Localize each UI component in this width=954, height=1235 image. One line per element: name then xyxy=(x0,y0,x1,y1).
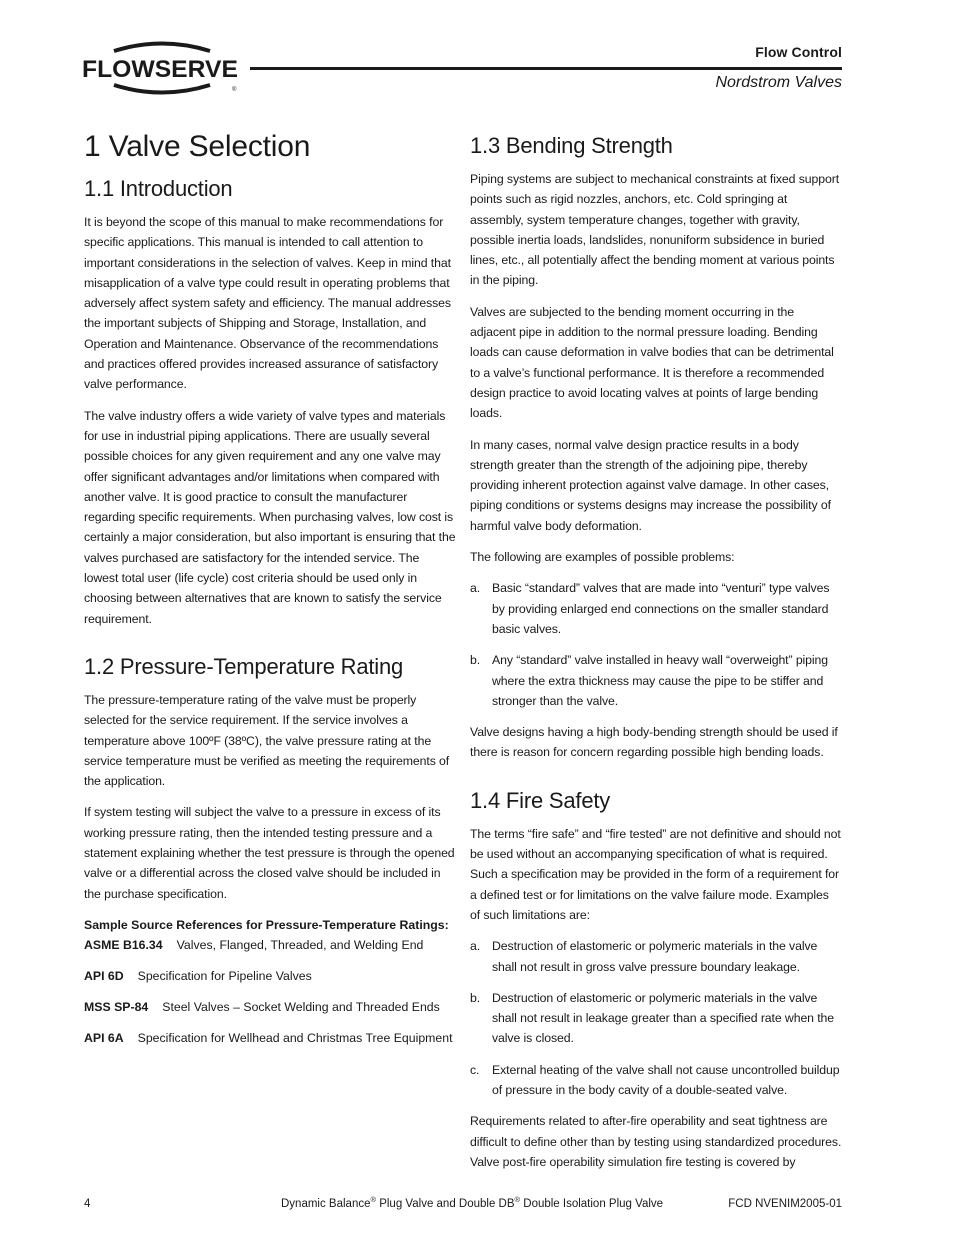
logo-wordmark: FLOWSERVE xyxy=(82,56,238,83)
paragraph: Requirements related to after-fire operability and seat tightness are difficult to define other than by testing using standardized procedures. Valve post-fire operability simulation fire testing is covered by xyxy=(470,1114,842,1169)
flowserve-logo xyxy=(82,40,242,100)
paragraph: It is beyond the scope of this manual to make recommendations for specific applications. This manual is intended to call attention to important considerations in the selection of valves. Keep in mind that misapplication of a valve type could result in operating problems that adversely affect system safety and efficiency. The manual addresses the important subjects of Shipping and Storage, Installation, and Operation and Maintenance. Observance of the recommendations and practices offered provides increased assurance of satisfactory valve performance. xyxy=(84,215,451,392)
section-1-2-title: 1.2 Pressure-Temperature Rating xyxy=(84,653,404,679)
paragraph: The valve industry offers a wide variety of valve types and materials for use in industrial piping applications. There are usually several possible choices for any given requirement and any one valve may offer significant advantages and/or limitations when compared with another valve. It is good practice to consult the manufacturer regarding specific requirements. When purchasing valves, low cost is certainly a major consideration, but also important is ensuring that the valves purchased are satisfactory for the intended service. The lowest total user (life cycle) cost criteria should be used only in choosing between alternatives that are known to satisfy the service requirement. xyxy=(84,408,456,626)
section-1-4-title: 1.4 Fire Safety xyxy=(470,787,611,813)
paragraph: If system testing will subject the valve to a pressure in excess of its working pressure rating, then the intended testing pressure and a statement explaining whether the test pressure is through the opened valve or a differential across the closed valve should be included in the purchase specification. xyxy=(84,805,455,901)
footer-title: Dynamic Balance® Plug Valve and Double DB® Double Isolation Plug Valve xyxy=(281,1195,664,1210)
page-title: 1 Valve Selection xyxy=(84,130,311,163)
list-item: a. Destruction of elastomeric or polymeric materials in the valve shall not result in gross valve pressure boundary leakage. xyxy=(470,939,818,974)
section-1-1-title: 1.1 Introduction xyxy=(84,176,233,201)
header-nordstrom-valves: Nordstrom Valves xyxy=(715,74,842,91)
list-item: b. Any “standard” valve installed in heavy wall “overweight” piping where the extra thickness may cause the pipe to be stiffer and stronger than the valve. xyxy=(470,653,829,708)
reference-item: ASME B16.34 Valves, Flanged, Threaded, and Welding End xyxy=(84,937,424,952)
paragraph: The terms “fire safe” and “fire tested” are not definitive and should not be used without an accompanying specification of what is required. Such a specification may be provided in the form of a requirement for a defined test or for limitations on the valve failure mode. Examples of such limitations are: xyxy=(470,826,841,922)
header-right xyxy=(715,44,842,92)
problem-list xyxy=(470,578,842,711)
paragraph: The pressure-temperature rating of the valve must be properly selected for the service requirement. If the service involves a temperature above 100ºF (38ºC), the valve pressure rating at the service temperature must be verified as meeting the requirements of the application. xyxy=(84,692,450,789)
references-heading: Sample Source References for Pressure-Temperature Ratings: xyxy=(84,917,449,932)
list-item: b. Destruction of elastomeric or polymeric materials in the valve shall not result in leakage greater than a specified rate when the valve is closed. xyxy=(470,990,835,1046)
paragraph: The following are examples of possible problems: xyxy=(470,550,735,565)
right-column xyxy=(470,133,842,1183)
document-number: FCD NVENIM2005-01 xyxy=(728,1198,842,1210)
section-1-3-title: 1.3 Bending Strength xyxy=(470,133,673,158)
limitation-list xyxy=(470,936,842,1100)
paragraph: In many cases, normal valve design practice results in a body strength greater than the strength of the adjoining pipe, thereby providing inherent protection against valve damage. In other cases, piping conditions or systems designs may increase the possibility of harmful valve body deformation. xyxy=(470,437,831,533)
list-item: a. Basic “standard” valves that are made into “venturi” type valves by providing enlarged end connections on the smaller standard basic valves. xyxy=(470,581,830,636)
page-number: 4 xyxy=(84,1198,91,1210)
reference-item: API 6D Specification for Pipeline Valves xyxy=(84,968,312,983)
svg-text:®: ® xyxy=(232,87,237,93)
paragraph: Valve designs having a high body-bending strength should be used if there is reason for concern regarding possible high bending loads. xyxy=(470,725,838,760)
reference-item: API 6A Specification for Wellhead and Christmas Tree Equipment xyxy=(84,1030,453,1045)
paragraph: Piping systems are subject to mechanical constraints at fixed support points such as rigid nozzles, anchors, etc. Cold springing at assembly, system temperature changes, together with gravity, possible inertia loads, landslides, nonuniform subsidence in buried lines, etc., all potentially affect the bending moment at various points in the piping. xyxy=(470,172,840,288)
list-item: c. External heating of the valve shall not cause uncontrolled buildup of pressure in the body cavity of a double-seated valve. xyxy=(470,1062,840,1097)
header-flow-control: Flow Control xyxy=(755,44,842,60)
reference-item: MSS SP-84 Steel Valves – Socket Welding and Threaded Ends xyxy=(84,999,440,1014)
paragraph: Valves are subjected to the bending moment occurring in the adjacent pipe in addition to the normal pressure loading. Bending loads can cause deformation in valve bodies that can be detrimental to a valve’s functional performance. It is therefore a recommended design practice to avoid locating valves at points of large bending loads. xyxy=(470,304,834,421)
left-column xyxy=(84,130,456,1059)
